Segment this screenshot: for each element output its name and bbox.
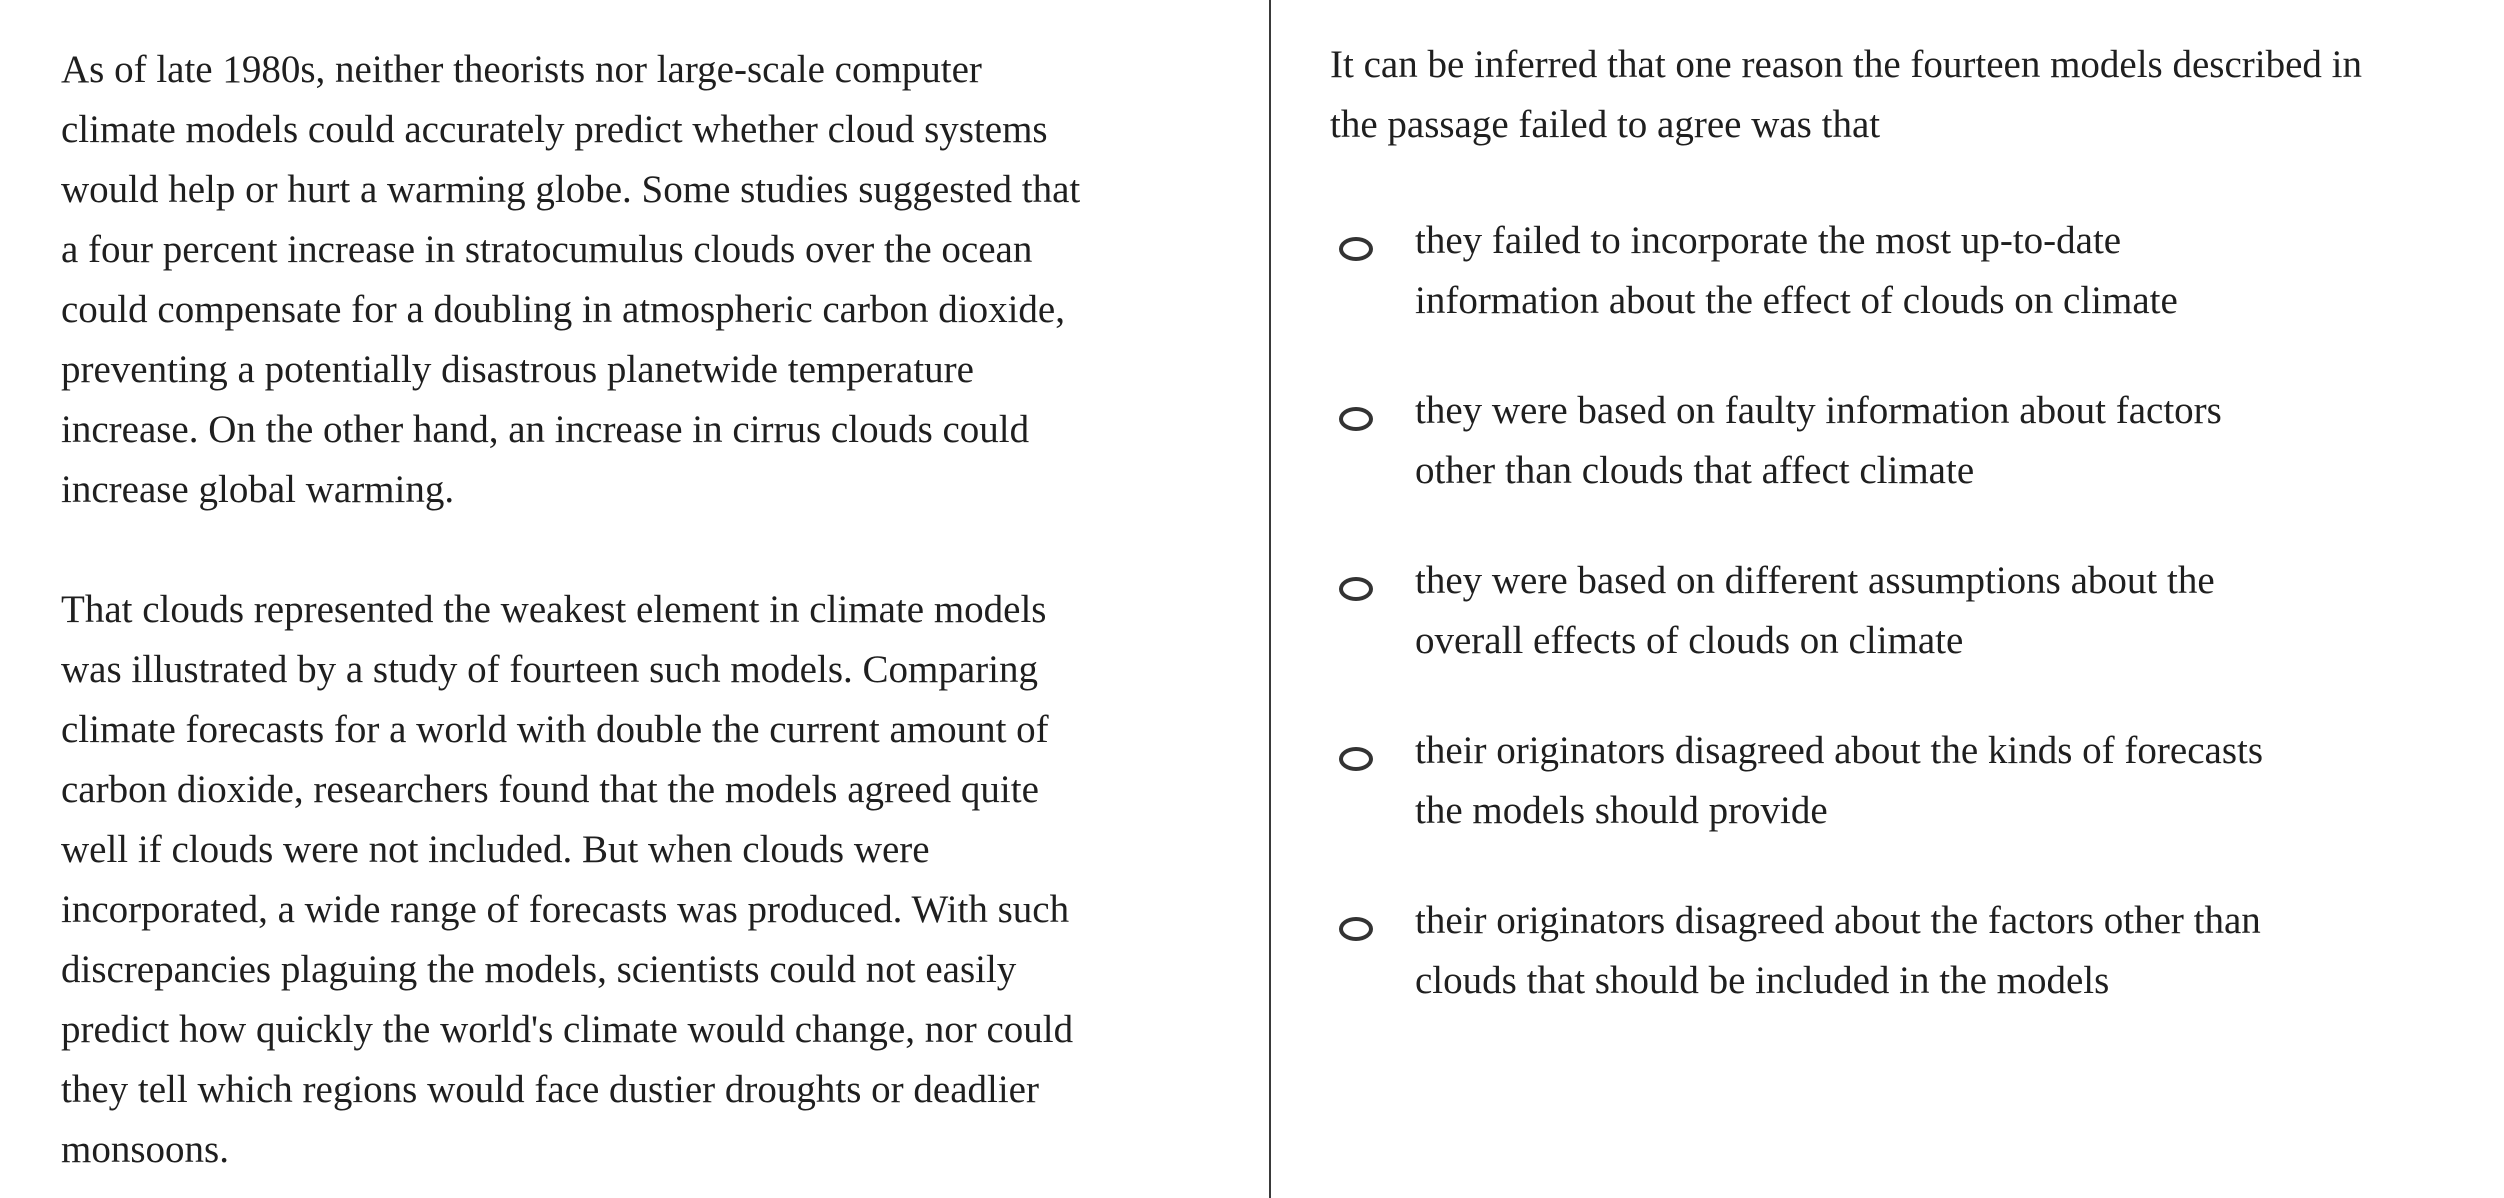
radio-button-icon[interactable] (1339, 577, 1373, 601)
answer-choice-label: they were based on faulty information about factors other than clouds that affect climate (1415, 389, 2222, 492)
answer-choice-label: their originators disagreed about the factors other than clouds that should be included in the models (1415, 899, 2261, 1002)
question-stem: It can be inferred that one reason the fourteen models described in the passage failed to agree was that (1330, 43, 2362, 146)
answer-choice-label: their originators disagreed about the kinds of forecasts the models should provide (1415, 729, 2264, 832)
passage-paragraph-1: As of late 1980s, neither theorists nor large-scale computer climate models could accurately predict whether cloud systems would help or hurt a warming globe. Some studies suggested that a four percent increase in stratocumulus clouds over the ocean could compensate for a doubling in atmospheric carbon dioxide, preventing a potentially disastrous planetwide temperature increase. On the other hand, an increase in cirrus clouds could increase global warming. (61, 48, 1081, 511)
passage-paragraph-2: That clouds represented the weakest element in climate models was illustrated by a study of fourteen such models. Comparing climate forecasts for a world with double the current amount of carbon dioxide, researchers found that the models agreed quite well if clouds were not included. But when clouds were incorporated, a wide range of forecasts was produced. With such discrepancies plaguing the models, scientists could not easily predict how quickly the world's climate would change, nor could they tell which regions would face dustier droughts or deadlier monsoons. (61, 588, 1074, 1171)
answer-choice-label: they were based on different assumptions about the overall effects of clouds on climate (1415, 559, 2215, 662)
answer-choices (1330, 211, 2480, 1011)
question-pane (1330, 35, 2480, 1061)
radio-button-icon[interactable] (1339, 747, 1373, 771)
radio-button-icon[interactable] (1339, 917, 1373, 941)
answer-choice-d[interactable] (1330, 721, 2480, 841)
answer-choice-c[interactable] (1330, 551, 2480, 671)
radio-button-icon[interactable] (1339, 407, 1373, 431)
answer-choice-e[interactable] (1330, 891, 2480, 1011)
pane-divider[interactable] (1269, 0, 1271, 1198)
answer-choice-a[interactable] (1330, 211, 2480, 331)
answer-choice-label: they failed to incorporate the most up-to-date information about the effect of clouds on climate (1415, 219, 2178, 322)
radio-button-icon[interactable] (1339, 237, 1373, 261)
passage-pane (61, 40, 1261, 1198)
answer-choice-b[interactable] (1330, 381, 2480, 501)
